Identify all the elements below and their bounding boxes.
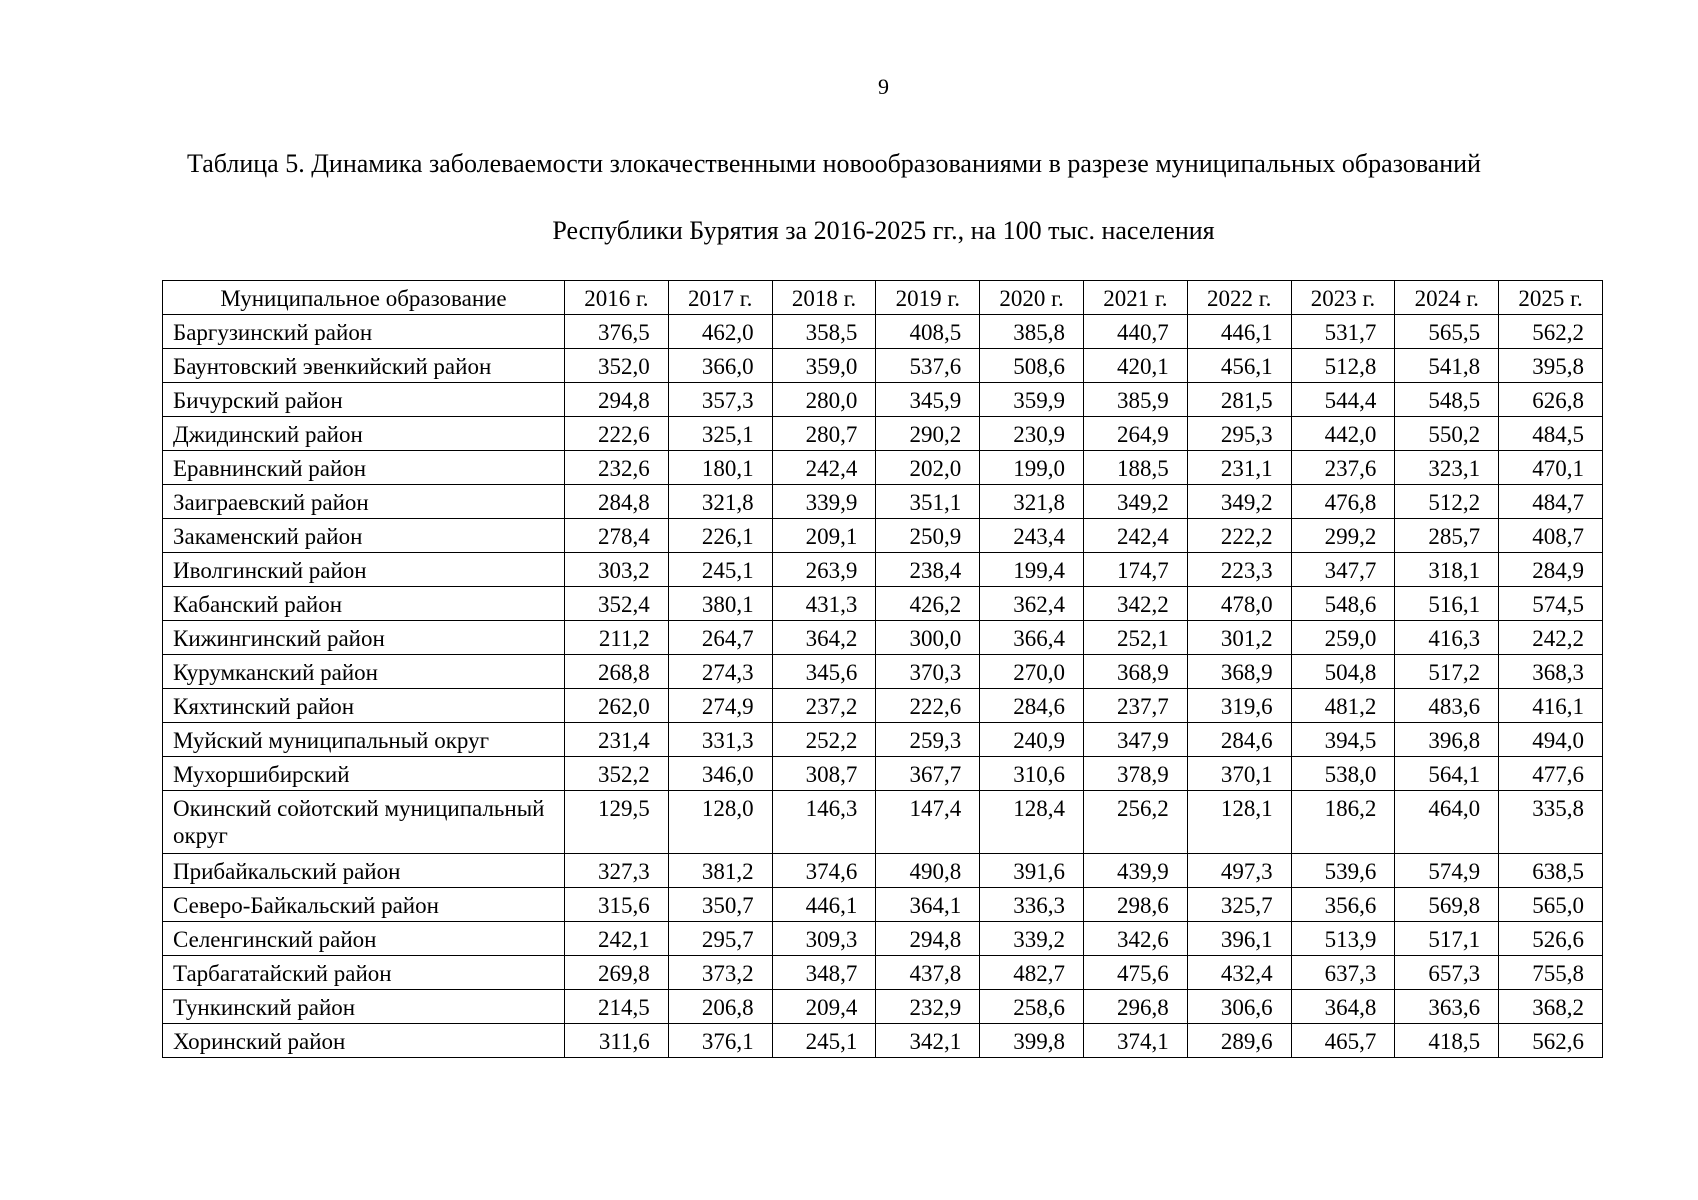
column-header-municipality: Муниципальное образование — [163, 281, 565, 315]
incidence-value-cell: 310,6 — [980, 757, 1084, 791]
table-row — [163, 990, 1603, 1024]
column-header-2018: 2018 г. — [772, 281, 876, 315]
incidence-value-cell: 366,4 — [980, 621, 1084, 655]
incidence-value-cell: 374,6 — [772, 854, 876, 888]
table-row — [163, 757, 1603, 791]
incidence-value-cell: 512,8 — [1291, 349, 1395, 383]
incidence-value-cell: 325,7 — [1187, 888, 1291, 922]
column-header-2020: 2020 г. — [980, 281, 1084, 315]
incidence-value-cell: 325,1 — [668, 417, 772, 451]
table-row — [163, 655, 1603, 689]
incidence-value-cell: 440,7 — [1083, 315, 1187, 349]
incidence-value-cell: 464,0 — [1395, 791, 1499, 854]
incidence-value-cell: 475,6 — [1083, 956, 1187, 990]
municipality-name-cell: Кижингинский район — [163, 621, 565, 655]
table-row — [163, 723, 1603, 757]
table-row — [163, 922, 1603, 956]
incidence-value-cell: 301,2 — [1187, 621, 1291, 655]
incidence-value-cell: 564,1 — [1395, 757, 1499, 791]
incidence-value-cell: 431,3 — [772, 587, 876, 621]
incidence-value-cell: 446,1 — [772, 888, 876, 922]
incidence-value-cell: 280,0 — [772, 383, 876, 417]
incidence-value-cell: 478,0 — [1187, 587, 1291, 621]
incidence-value-cell: 349,2 — [1083, 485, 1187, 519]
incidence-value-cell: 226,1 — [668, 519, 772, 553]
incidence-value-cell: 373,2 — [668, 956, 772, 990]
municipality-name-cell: Хоринский район — [163, 1024, 565, 1058]
incidence-value-cell: 358,5 — [772, 315, 876, 349]
municipality-name-cell: Курумканский район — [163, 655, 565, 689]
incidence-value-cell: 363,6 — [1395, 990, 1499, 1024]
incidence-value-cell: 512,2 — [1395, 485, 1499, 519]
incidence-value-cell: 385,9 — [1083, 383, 1187, 417]
incidence-value-cell: 323,1 — [1395, 451, 1499, 485]
incidence-value-cell: 482,7 — [980, 956, 1084, 990]
incidence-value-cell: 231,4 — [565, 723, 669, 757]
municipality-name-cell: Закаменский район — [163, 519, 565, 553]
incidence-value-cell: 376,1 — [668, 1024, 772, 1058]
incidence-value-cell: 526,6 — [1499, 922, 1603, 956]
incidence-value-cell: 562,6 — [1499, 1024, 1603, 1058]
incidence-value-cell: 223,3 — [1187, 553, 1291, 587]
incidence-value-cell: 368,3 — [1499, 655, 1603, 689]
incidence-value-cell: 319,6 — [1187, 689, 1291, 723]
incidence-value-cell: 258,6 — [980, 990, 1084, 1024]
incidence-value-cell: 370,3 — [876, 655, 980, 689]
incidence-value-cell: 396,1 — [1187, 922, 1291, 956]
column-header-2022: 2022 г. — [1187, 281, 1291, 315]
incidence-value-cell: 309,3 — [772, 922, 876, 956]
incidence-value-cell: 359,0 — [772, 349, 876, 383]
incidence-value-cell: 517,2 — [1395, 655, 1499, 689]
incidence-value-cell: 242,2 — [1499, 621, 1603, 655]
municipality-name-cell: Баргузинский район — [163, 315, 565, 349]
incidence-value-cell: 483,6 — [1395, 689, 1499, 723]
incidence-value-cell: 465,7 — [1291, 1024, 1395, 1058]
table-row — [163, 587, 1603, 621]
table-row — [163, 854, 1603, 888]
incidence-value-cell: 476,8 — [1291, 485, 1395, 519]
incidence-value-cell: 399,8 — [980, 1024, 1084, 1058]
incidence-value-cell: 426,2 — [876, 587, 980, 621]
incidence-value-cell: 374,1 — [1083, 1024, 1187, 1058]
incidence-value-cell: 336,3 — [980, 888, 1084, 922]
incidence-value-cell: 347,7 — [1291, 553, 1395, 587]
incidence-value-cell: 416,3 — [1395, 621, 1499, 655]
incidence-value-cell: 240,9 — [980, 723, 1084, 757]
incidence-value-cell: 408,5 — [876, 315, 980, 349]
incidence-value-cell: 128,4 — [980, 791, 1084, 854]
incidence-value-cell: 296,8 — [1083, 990, 1187, 1024]
incidence-value-cell: 442,0 — [1291, 417, 1395, 451]
incidence-value-cell: 638,5 — [1499, 854, 1603, 888]
incidence-value-cell: 364,8 — [1291, 990, 1395, 1024]
incidence-value-cell: 290,2 — [876, 417, 980, 451]
incidence-value-cell: 477,6 — [1499, 757, 1603, 791]
incidence-value-cell: 378,9 — [1083, 757, 1187, 791]
incidence-value-cell: 222,6 — [565, 417, 669, 451]
incidence-value-cell: 347,9 — [1083, 723, 1187, 757]
incidence-value-cell: 494,0 — [1499, 723, 1603, 757]
column-header-2025: 2025 г. — [1499, 281, 1603, 315]
incidence-value-cell: 490,8 — [876, 854, 980, 888]
column-header-2023: 2023 г. — [1291, 281, 1395, 315]
table-row — [163, 553, 1603, 587]
incidence-value-cell: 367,7 — [876, 757, 980, 791]
incidence-value-cell: 300,0 — [876, 621, 980, 655]
incidence-value-cell: 242,4 — [772, 451, 876, 485]
incidence-value-cell: 321,8 — [668, 485, 772, 519]
incidence-value-cell: 370,1 — [1187, 757, 1291, 791]
incidence-value-cell: 289,6 — [1187, 1024, 1291, 1058]
incidence-value-cell: 470,1 — [1499, 451, 1603, 485]
incidence-value-cell: 259,0 — [1291, 621, 1395, 655]
incidence-value-cell: 418,5 — [1395, 1024, 1499, 1058]
incidence-value-cell: 209,4 — [772, 990, 876, 1024]
municipality-name-cell: Селенгинский район — [163, 922, 565, 956]
column-header-2024: 2024 г. — [1395, 281, 1499, 315]
incidence-value-cell: 315,6 — [565, 888, 669, 922]
incidence-value-cell: 352,2 — [565, 757, 669, 791]
incidence-value-cell: 306,6 — [1187, 990, 1291, 1024]
incidence-value-cell: 270,0 — [980, 655, 1084, 689]
incidence-value-cell: 299,2 — [1291, 519, 1395, 553]
incidence-value-cell: 269,8 — [565, 956, 669, 990]
incidence-value-cell: 345,6 — [772, 655, 876, 689]
incidence-value-cell: 342,6 — [1083, 922, 1187, 956]
column-header-2019: 2019 г. — [876, 281, 980, 315]
incidence-value-cell: 256,2 — [1083, 791, 1187, 854]
incidence-value-cell: 232,6 — [565, 451, 669, 485]
column-header-2021: 2021 г. — [1083, 281, 1187, 315]
incidence-value-cell: 565,0 — [1499, 888, 1603, 922]
incidence-value-cell: 295,7 — [668, 922, 772, 956]
incidence-value-cell: 262,0 — [565, 689, 669, 723]
municipality-name-cell: Окинский сойотский муниципальный округ — [163, 791, 565, 854]
incidence-value-cell: 294,8 — [876, 922, 980, 956]
incidence-value-cell: 349,2 — [1187, 485, 1291, 519]
incidence-value-cell: 146,3 — [772, 791, 876, 854]
incidence-value-cell: 345,9 — [876, 383, 980, 417]
incidence-value-cell: 516,1 — [1395, 587, 1499, 621]
table-row — [163, 956, 1603, 990]
table-row — [163, 888, 1603, 922]
municipality-name-cell: Кабанский район — [163, 587, 565, 621]
table-row — [163, 383, 1603, 417]
incidence-value-cell: 281,5 — [1187, 383, 1291, 417]
incidence-value-cell: 657,3 — [1395, 956, 1499, 990]
incidence-value-cell: 308,7 — [772, 757, 876, 791]
table-row — [163, 1024, 1603, 1058]
table-row — [163, 621, 1603, 655]
incidence-value-cell: 199,4 — [980, 553, 1084, 587]
incidence-value-cell: 368,2 — [1499, 990, 1603, 1024]
incidence-value-cell: 541,8 — [1395, 349, 1499, 383]
incidence-value-cell: 531,7 — [1291, 315, 1395, 349]
incidence-value-cell: 420,1 — [1083, 349, 1187, 383]
incidence-value-cell: 252,1 — [1083, 621, 1187, 655]
incidence-value-cell: 350,7 — [668, 888, 772, 922]
incidence-value-cell: 250,9 — [876, 519, 980, 553]
incidence-value-cell: 129,5 — [565, 791, 669, 854]
incidence-value-cell: 517,1 — [1395, 922, 1499, 956]
incidence-value-cell: 569,8 — [1395, 888, 1499, 922]
incidence-value-cell: 222,6 — [876, 689, 980, 723]
incidence-value-cell: 232,9 — [876, 990, 980, 1024]
incidence-value-cell: 396,8 — [1395, 723, 1499, 757]
incidence-value-cell: 199,0 — [980, 451, 1084, 485]
incidence-value-cell: 366,0 — [668, 349, 772, 383]
incidence-value-cell: 439,9 — [1083, 854, 1187, 888]
municipality-name-cell: Тарбагатайский район — [163, 956, 565, 990]
incidence-value-cell: 357,3 — [668, 383, 772, 417]
incidence-value-cell: 391,6 — [980, 854, 1084, 888]
incidence-value-cell: 362,4 — [980, 587, 1084, 621]
incidence-value-cell: 497,3 — [1187, 854, 1291, 888]
incidence-value-cell: 342,2 — [1083, 587, 1187, 621]
incidence-value-cell: 252,2 — [772, 723, 876, 757]
incidence-value-cell: 368,9 — [1187, 655, 1291, 689]
incidence-value-cell: 364,1 — [876, 888, 980, 922]
table-subcaption: Республики Бурятия за 2016-2025 гг., на 100 тыс. населения — [552, 216, 1215, 245]
municipality-name-cell: Кяхтинский район — [163, 689, 565, 723]
incidence-value-cell: 385,8 — [980, 315, 1084, 349]
incidence-value-cell: 364,2 — [772, 621, 876, 655]
incidence-value-cell: 268,8 — [565, 655, 669, 689]
incidence-value-cell: 432,4 — [1187, 956, 1291, 990]
incidence-value-cell: 211,2 — [565, 621, 669, 655]
incidence-value-cell: 416,1 — [1499, 689, 1603, 723]
table-row — [163, 417, 1603, 451]
incidence-value-cell: 562,2 — [1499, 315, 1603, 349]
table-row — [163, 689, 1603, 723]
incidence-value-cell: 544,4 — [1291, 383, 1395, 417]
municipality-name-cell: Тункинский район — [163, 990, 565, 1024]
incidence-value-cell: 539,6 — [1291, 854, 1395, 888]
incidence-value-cell: 295,3 — [1187, 417, 1291, 451]
incidence-value-cell: 202,0 — [876, 451, 980, 485]
incidence-value-cell: 481,2 — [1291, 689, 1395, 723]
incidence-value-cell: 538,0 — [1291, 757, 1395, 791]
incidence-value-cell: 206,8 — [668, 990, 772, 1024]
incidence-value-cell: 368,9 — [1083, 655, 1187, 689]
municipality-name-cell: Баунтовский эвенкийский район — [163, 349, 565, 383]
incidence-value-cell: 484,5 — [1499, 417, 1603, 451]
incidence-value-cell: 513,9 — [1291, 922, 1395, 956]
incidence-value-cell: 446,1 — [1187, 315, 1291, 349]
incidence-value-cell: 327,3 — [565, 854, 669, 888]
incidence-value-cell: 280,7 — [772, 417, 876, 451]
municipality-name-cell: Заиграевский район — [163, 485, 565, 519]
incidence-value-cell: 351,1 — [876, 485, 980, 519]
incidence-value-cell: 303,2 — [565, 553, 669, 587]
municipality-name-cell: Прибайкальский район — [163, 854, 565, 888]
column-header-2016: 2016 г. — [565, 281, 669, 315]
table-row — [163, 519, 1603, 553]
incidence-value-cell: 548,6 — [1291, 587, 1395, 621]
incidence-value-cell: 394,5 — [1291, 723, 1395, 757]
incidence-value-cell: 174,7 — [1083, 553, 1187, 587]
incidence-value-cell: 381,2 — [668, 854, 772, 888]
incidence-value-cell: 484,7 — [1499, 485, 1603, 519]
page-number: 9 — [878, 74, 889, 99]
incidence-value-cell: 285,7 — [1395, 519, 1499, 553]
table-header-row — [163, 281, 1603, 315]
incidence-value-cell: 128,0 — [668, 791, 772, 854]
incidence-value-cell: 565,5 — [1395, 315, 1499, 349]
table-caption: Таблица 5. Динамика заболеваемости злокачественными новообразованиями в разрезе муниципальных образований — [187, 149, 1481, 178]
incidence-value-cell: 318,1 — [1395, 553, 1499, 587]
incidence-value-cell: 637,3 — [1291, 956, 1395, 990]
incidence-value-cell: 245,1 — [668, 553, 772, 587]
incidence-value-cell: 186,2 — [1291, 791, 1395, 854]
incidence-value-cell: 331,3 — [668, 723, 772, 757]
incidence-value-cell: 346,0 — [668, 757, 772, 791]
incidence-value-cell: 214,5 — [565, 990, 669, 1024]
table-row — [163, 451, 1603, 485]
table-body — [163, 315, 1603, 1058]
incidence-value-cell: 626,8 — [1499, 383, 1603, 417]
incidence-value-cell: 209,1 — [772, 519, 876, 553]
municipality-name-cell: Еравнинский район — [163, 451, 565, 485]
incidence-value-cell: 128,1 — [1187, 791, 1291, 854]
incidence-value-cell: 264,9 — [1083, 417, 1187, 451]
incidence-value-cell: 294,8 — [565, 383, 669, 417]
municipality-name-cell: Муйский муниципальный округ — [163, 723, 565, 757]
incidence-value-cell: 508,6 — [980, 349, 1084, 383]
table-row — [163, 315, 1603, 349]
incidence-value-cell: 274,3 — [668, 655, 772, 689]
municipality-name-cell: Северо-Байкальский район — [163, 888, 565, 922]
incidence-value-cell: 237,7 — [1083, 689, 1187, 723]
incidence-value-cell: 245,1 — [772, 1024, 876, 1058]
incidence-value-cell: 242,4 — [1083, 519, 1187, 553]
incidence-value-cell: 222,2 — [1187, 519, 1291, 553]
incidence-value-cell: 238,4 — [876, 553, 980, 587]
incidence-value-cell: 237,6 — [1291, 451, 1395, 485]
incidence-value-cell: 311,6 — [565, 1024, 669, 1058]
incidence-value-cell: 342,1 — [876, 1024, 980, 1058]
incidence-value-cell: 408,7 — [1499, 519, 1603, 553]
incidence-value-cell: 755,8 — [1499, 956, 1603, 990]
incidence-value-cell: 284,8 — [565, 485, 669, 519]
incidence-value-cell: 339,2 — [980, 922, 1084, 956]
incidence-value-cell: 462,0 — [668, 315, 772, 349]
municipality-name-cell: Джидинский район — [163, 417, 565, 451]
incidence-value-cell: 537,6 — [876, 349, 980, 383]
incidence-value-cell: 284,9 — [1499, 553, 1603, 587]
incidence-value-cell: 395,8 — [1499, 349, 1603, 383]
incidence-value-cell: 456,1 — [1187, 349, 1291, 383]
incidence-value-cell: 352,0 — [565, 349, 669, 383]
municipality-name-cell: Иволгинский район — [163, 553, 565, 587]
incidence-value-cell: 339,9 — [772, 485, 876, 519]
incidence-value-cell: 380,1 — [668, 587, 772, 621]
incidence-value-cell: 259,3 — [876, 723, 980, 757]
incidence-value-cell: 147,4 — [876, 791, 980, 854]
table-row — [163, 485, 1603, 519]
incidence-value-cell: 298,6 — [1083, 888, 1187, 922]
incidence-value-cell: 548,5 — [1395, 383, 1499, 417]
incidence-value-cell: 356,6 — [1291, 888, 1395, 922]
municipality-name-cell: Мухоршибирский — [163, 757, 565, 791]
incidence-value-cell: 321,8 — [980, 485, 1084, 519]
incidence-value-cell: 263,9 — [772, 553, 876, 587]
column-header-2017: 2017 г. — [668, 281, 772, 315]
table-row — [163, 791, 1603, 854]
incidence-value-cell: 352,4 — [565, 587, 669, 621]
incidence-value-cell: 242,1 — [565, 922, 669, 956]
incidence-value-cell: 359,9 — [980, 383, 1084, 417]
incidence-value-cell: 348,7 — [772, 956, 876, 990]
incidence-value-cell: 230,9 — [980, 417, 1084, 451]
incidence-value-cell: 574,9 — [1395, 854, 1499, 888]
table-row — [163, 349, 1603, 383]
municipality-name-cell: Бичурский район — [163, 383, 565, 417]
incidence-value-cell: 264,7 — [668, 621, 772, 655]
incidence-value-cell: 237,2 — [772, 689, 876, 723]
incidence-table — [162, 280, 1603, 1058]
incidence-value-cell: 504,8 — [1291, 655, 1395, 689]
incidence-value-cell: 284,6 — [980, 689, 1084, 723]
incidence-value-cell: 243,4 — [980, 519, 1084, 553]
incidence-value-cell: 278,4 — [565, 519, 669, 553]
incidence-value-cell: 437,8 — [876, 956, 980, 990]
incidence-value-cell: 188,5 — [1083, 451, 1187, 485]
incidence-value-cell: 550,2 — [1395, 417, 1499, 451]
incidence-value-cell: 376,5 — [565, 315, 669, 349]
incidence-value-cell: 231,1 — [1187, 451, 1291, 485]
incidence-value-cell: 180,1 — [668, 451, 772, 485]
incidence-value-cell: 274,9 — [668, 689, 772, 723]
incidence-value-cell: 574,5 — [1499, 587, 1603, 621]
incidence-value-cell: 284,6 — [1187, 723, 1291, 757]
incidence-value-cell: 335,8 — [1499, 791, 1603, 854]
